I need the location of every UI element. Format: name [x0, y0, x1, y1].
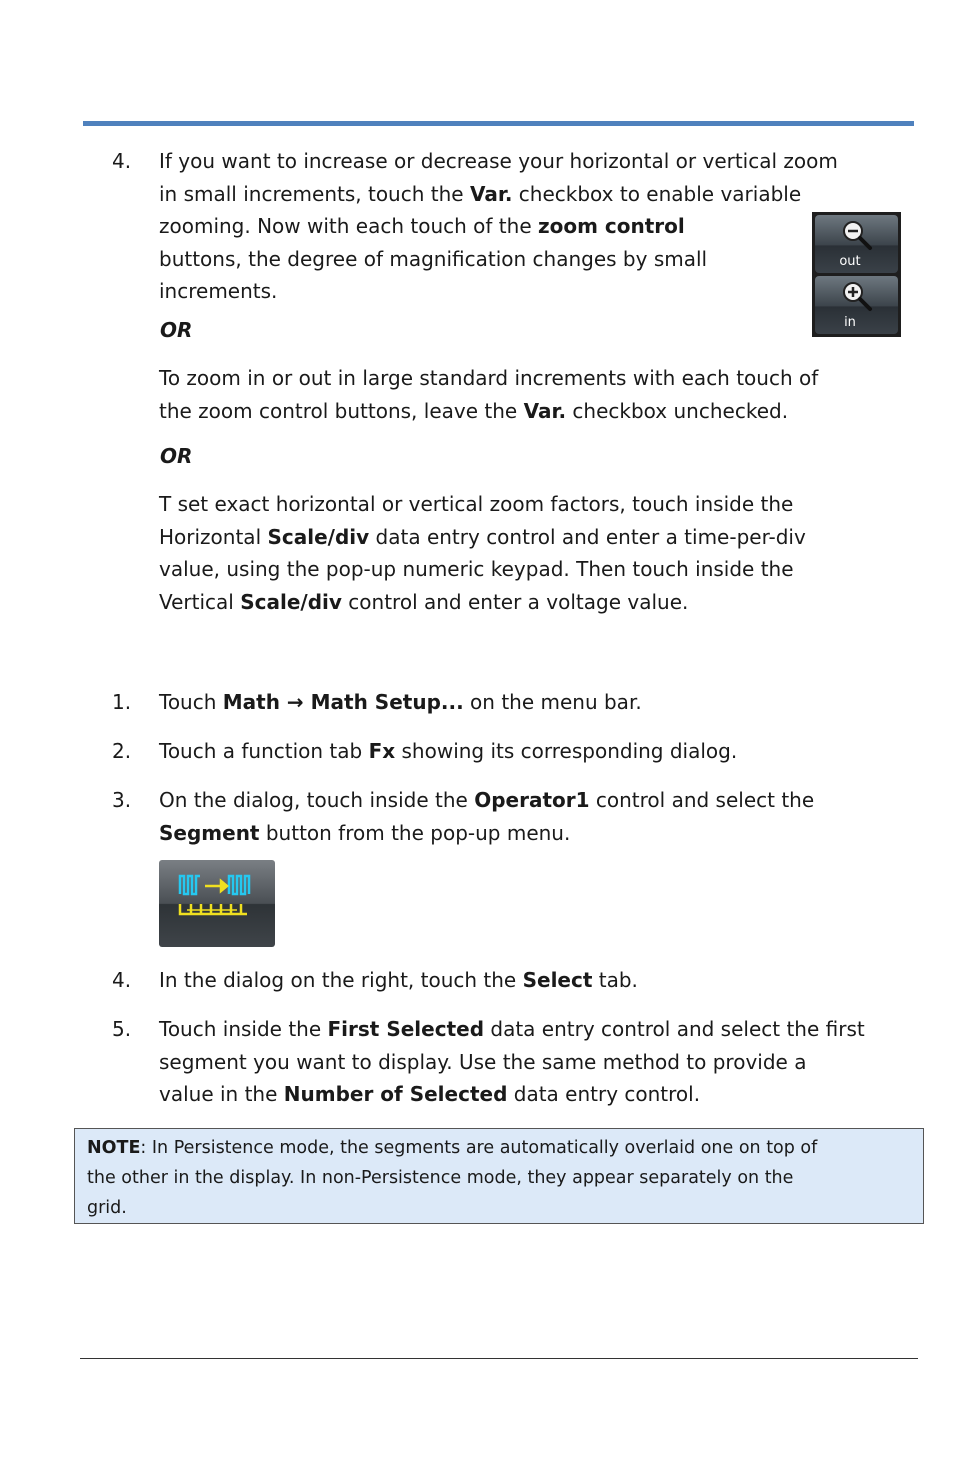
- step-number: 4.: [112, 149, 132, 173]
- paragraph-exact-zoom: T set exact horizontal or vertical zoom factors, touch inside the Horizontal Scale/div data entry control and enter a time-per-div value, using the pop-up numeric keypad. Then touch inside the Vertical Scale/div control and enter a voltage value.: [159, 492, 806, 614]
- header-rule: [83, 121, 914, 126]
- magnifier-plus-icon: [840, 280, 880, 316]
- zoom-out-label: out: [839, 254, 861, 269]
- segment-waveform-icon: [177, 870, 257, 930]
- magnifier-minus-icon: [840, 219, 880, 255]
- note-box: NOTE: In Persistence mode, the segments are automatically overlaid one on top of the other in the display. In non-Persistence mode, they appear separately on the grid.: [74, 1128, 924, 1224]
- segment-button: [159, 860, 275, 947]
- or-separator: OR: [160, 318, 193, 342]
- note-label: NOTE: [87, 1138, 141, 1158]
- zoom-in-button: [815, 276, 898, 334]
- zoom-out-button: [815, 215, 898, 273]
- zoom-control-buttons: [812, 212, 901, 337]
- or-separator: OR: [160, 444, 193, 468]
- zoom-in-label: in: [844, 315, 856, 330]
- paragraph-large-increments: To zoom in or out in large standard increments with each touch of the zoom control buttons, leave the Var. checkbox unchecked.: [159, 366, 819, 423]
- footer-rule: [80, 1358, 918, 1359]
- step-text: If you want to increase or decrease your horizontal or vertical zoom in small increments, touch the Var. checkbox to enable variable zooming. Now with each touch of the zoom control buttons, the degree of magnification changes by small increments.: [159, 149, 838, 303]
